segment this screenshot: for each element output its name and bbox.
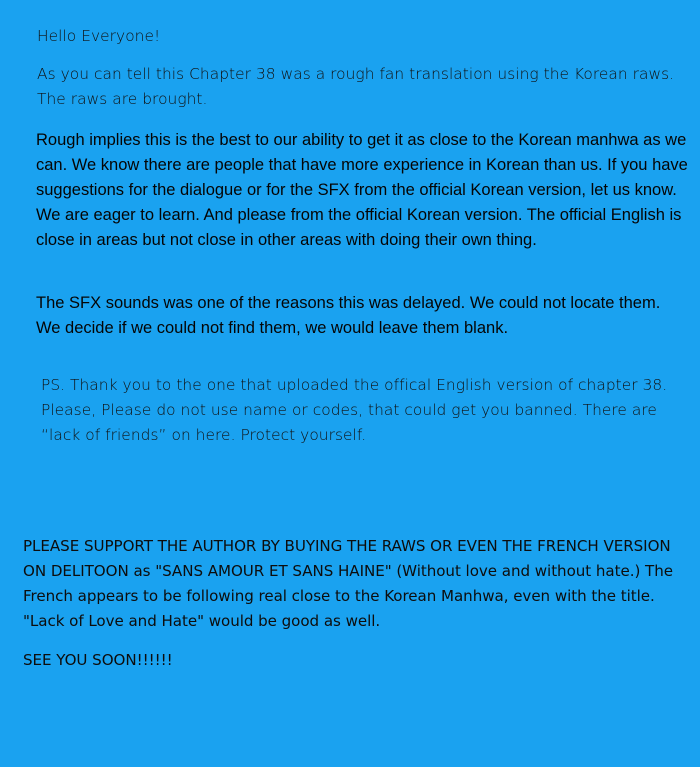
support-author-paragraph: PLEASE SUPPORT THE AUTHOR BY BUYING THE RAWS OR EVEN THE FRENCH VERSION ON DELITOON as "SANS AMOUR ET SANS HAINE" (Without love and without hate.) The French appears to be following real close to the Korean Manhwa, even with the title. "Lack of Love and Hate" would be good as well.	[23, 537, 673, 630]
closing-text: SEE YOU SOON!!!!!!	[23, 651, 173, 669]
intro-paragraph: As you can tell this Chapter 38 was a rough fan translation using the Korean raws. The raws are brought.	[37, 65, 675, 108]
rough-translation-paragraph: Rough implies this is the best to our ability to get it as close to the Korean manhwa as we can. We know there are people that have more experience in Korean than us. If you have suggestions for the dialogue or for the SFX from the official Korean version, let us know. We are eager to learn. And please from the official Korean version. The official English is close in areas but not close in other areas with doing their own thing.	[36, 131, 688, 249]
postscript-paragraph: PS. Thank you to the one that uploaded the offical English version of chapter 38. Please, Please do not use name or codes, that could get you banned. There are “lack of friends” on here. Protect yourself.	[41, 376, 668, 444]
sfx-paragraph: The SFX sounds was one of the reasons this was delayed. We could not locate them. We decide if we could not find them, we would leave them blank.	[36, 294, 661, 337]
greeting-text: Hello Everyone!	[37, 27, 161, 45]
